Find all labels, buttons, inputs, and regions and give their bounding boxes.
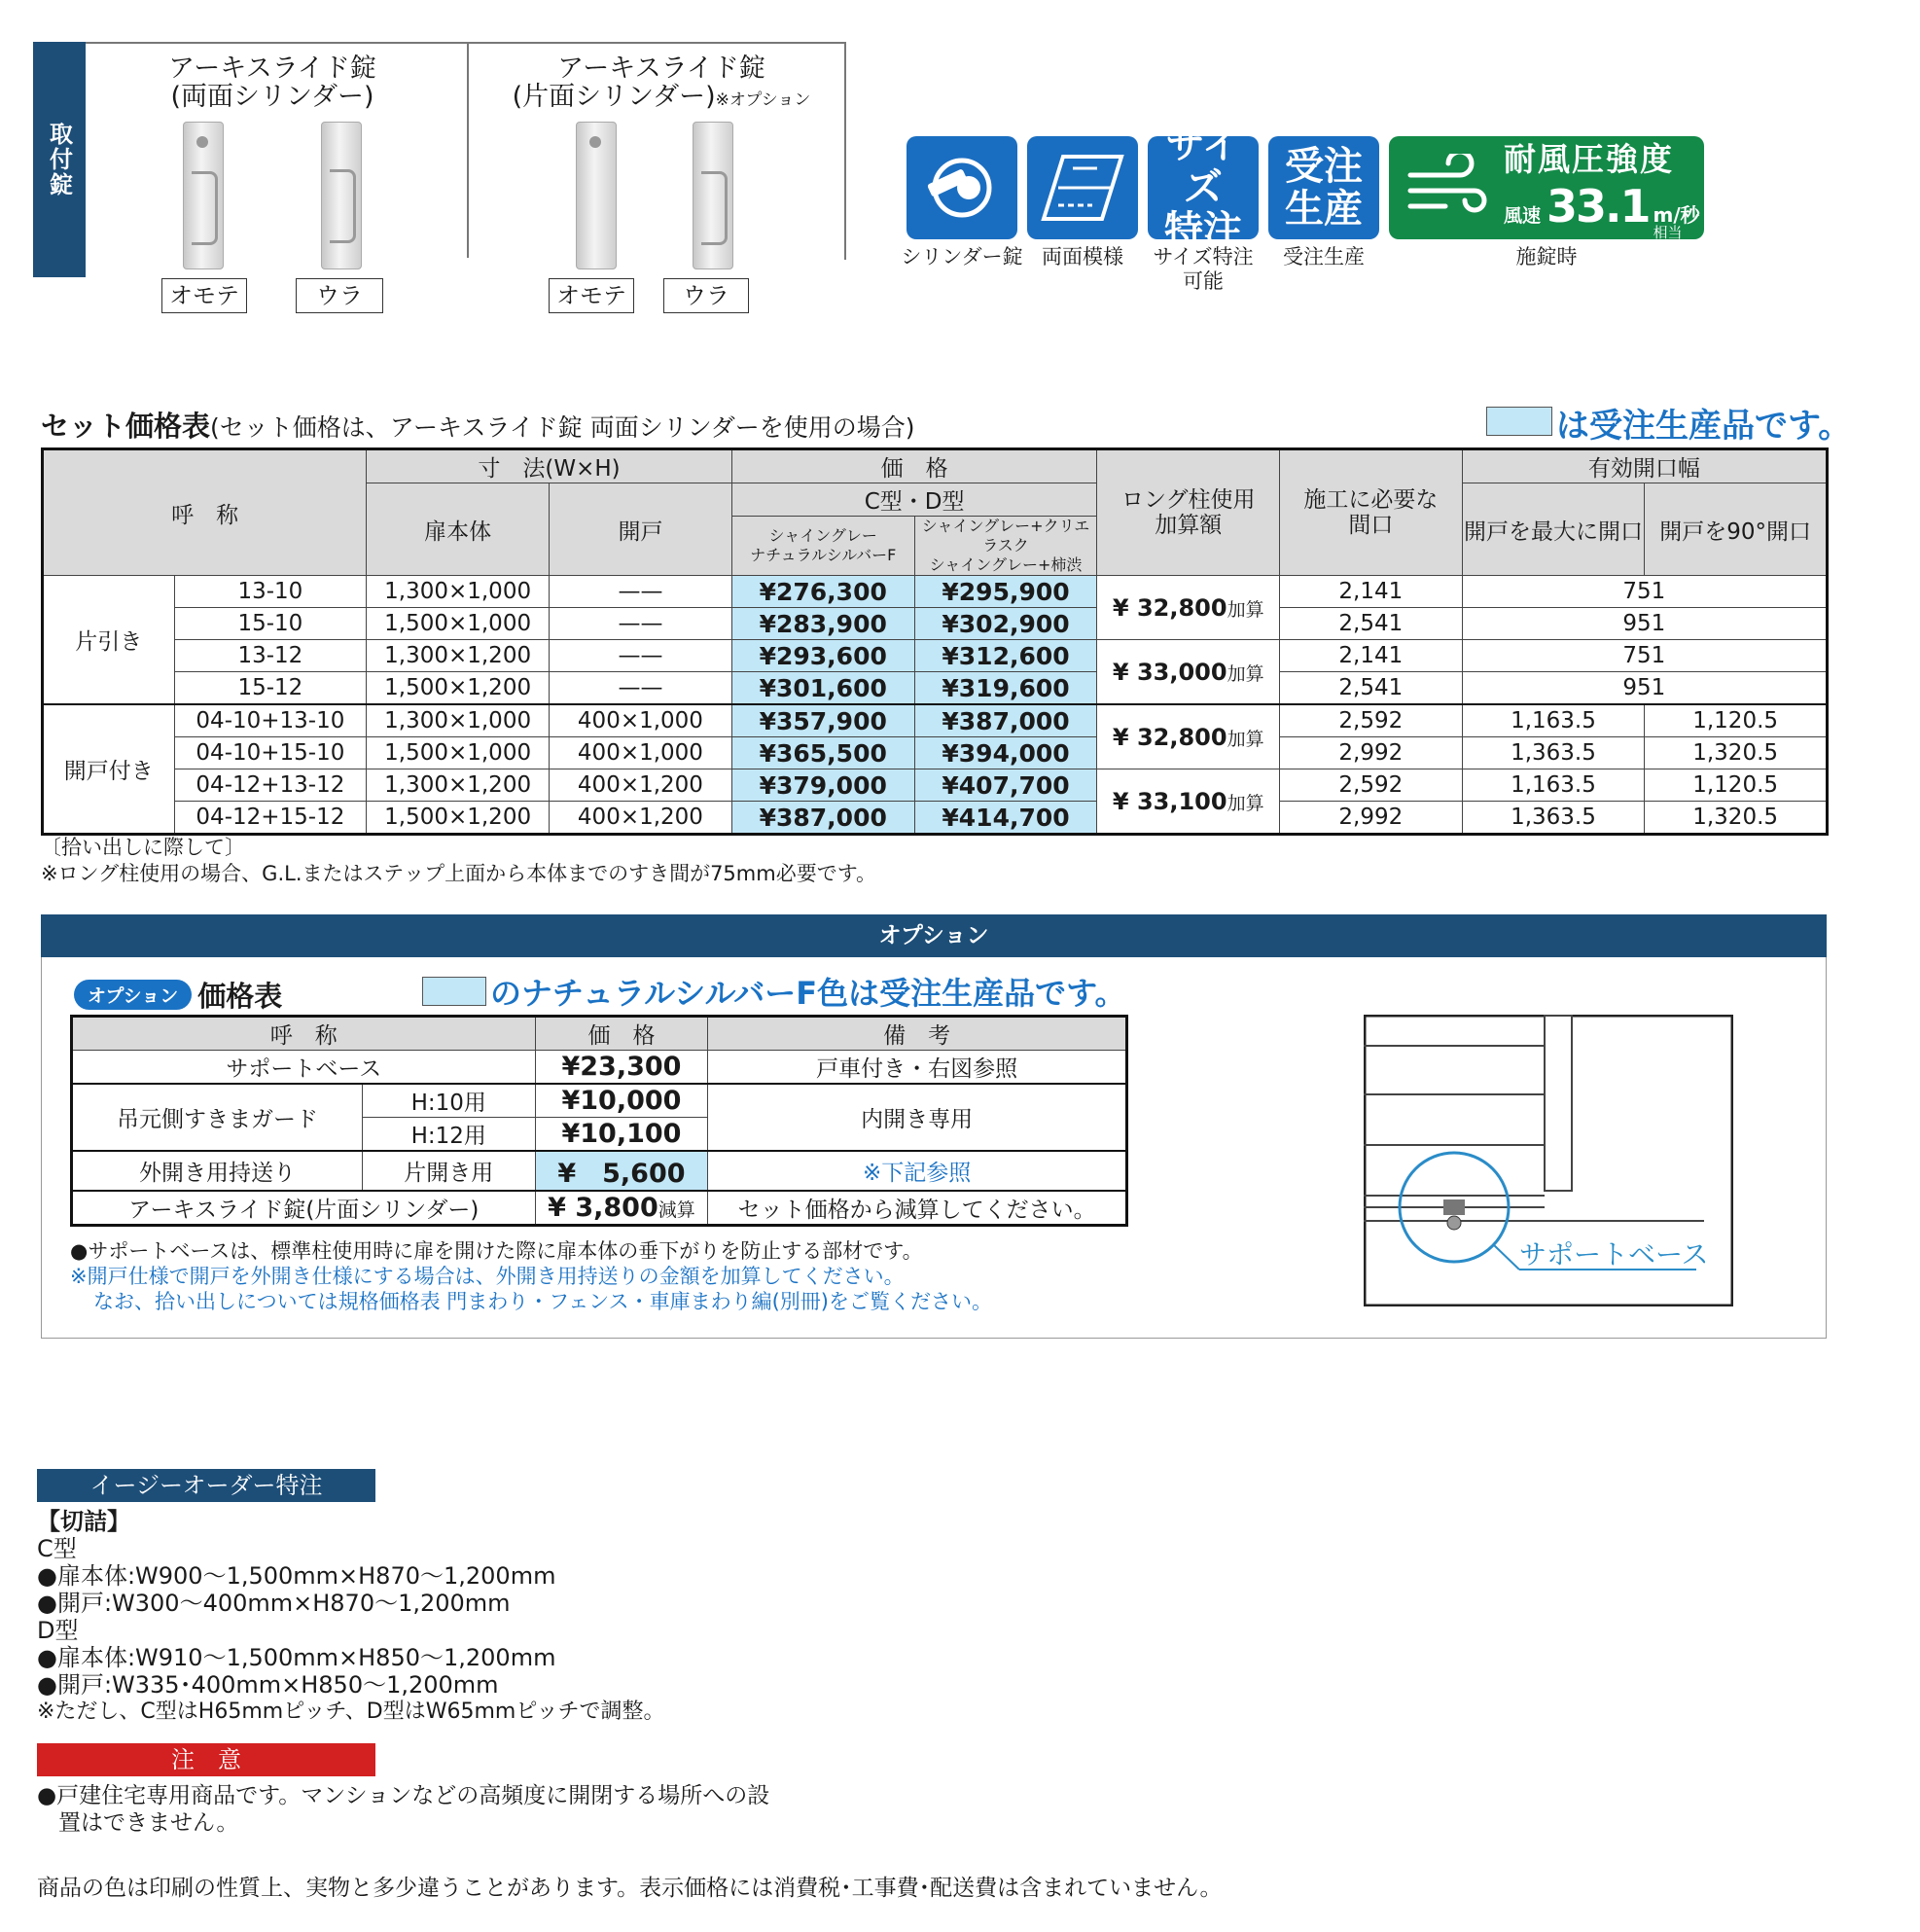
table-cell: 1,300×1,000 [367, 704, 550, 737]
opt-th-remark: 備 考 [708, 1017, 1127, 1051]
th-max-open: 開戸を最大に開口 [1462, 483, 1645, 576]
table-cell: 2,992 [1280, 802, 1463, 835]
table-cell: 751 [1462, 640, 1827, 672]
price-cell: ¥357,900 [731, 704, 914, 737]
table-cell: 2,992 [1280, 737, 1463, 769]
table-cell: 04-10+13-10 [174, 704, 367, 737]
made-to-order-icon [1268, 136, 1379, 239]
price-cell: ¥23,300 [535, 1051, 708, 1085]
wind-text-block [1504, 134, 1700, 241]
lock1-front-tag: オモテ [161, 278, 247, 313]
wind-speed-unit: m/秒 [1653, 203, 1700, 227]
table-cell: 2,141 [1280, 576, 1463, 608]
th-name: 呼 称 [43, 449, 367, 576]
price-cell: ¥365,500 [731, 737, 914, 769]
opt-th-name: 呼 称 [72, 1017, 536, 1051]
wind-speed-unit-note: 相当 [1653, 224, 1683, 241]
add-value: ¥ 32,800 [1112, 723, 1227, 751]
th-color-a: シャイングレー ナチュラルシルバーF [731, 517, 914, 576]
long-post-add-cell [1097, 769, 1280, 835]
note-line: ※開戸仕様で開戸を外開き仕様にする場合は、外開き用持送りの金額を加算してください。 [70, 1265, 905, 1288]
custom-size-icon-text: サイズ 特注 [1164, 123, 1242, 253]
table-cell: 400×1,200 [550, 802, 732, 835]
wind-icon [1406, 154, 1492, 222]
add-unit: 加算 [1227, 728, 1264, 750]
table-cell: 1,120.5 [1645, 704, 1828, 737]
mounting-lock-tab: 取付錠 [33, 42, 86, 277]
table-cell: 1,363.5 [1462, 737, 1645, 769]
price-value: ¥ 3,800 [548, 1193, 658, 1223]
price-unit: 減算 [658, 1199, 695, 1221]
option-legend: のナチュラルシルバーF色は受注生産品です。 [490, 975, 1126, 1012]
table-cell: 04-10+15-10 [174, 737, 367, 769]
option-pill: オプション [74, 980, 192, 1010]
feature-made-to-order-label: 受注生産 [1283, 245, 1365, 268]
lock2-title-block [506, 54, 817, 115]
set-table-title: セット価格表 [41, 410, 211, 443]
note-line: 〔拾い出しに際して〕 [41, 836, 245, 859]
table-cell: 400×1,000 [550, 704, 732, 737]
caution-body [37, 1782, 769, 1837]
lock2-front-tag: オモテ [549, 278, 634, 313]
c-line: ●扉本体:W900〜1,500mm×H870〜1,200mm [37, 1562, 556, 1590]
price-cell [535, 1191, 708, 1226]
table-cell: 13-10 [174, 576, 367, 608]
lock1-front-image [183, 122, 224, 269]
table-cell: 内開き専用 [708, 1084, 1127, 1151]
th-price: 価 格 [731, 449, 1097, 483]
th-effective: 有効開口幅 [1462, 449, 1827, 483]
table-cell: 15-10 [174, 608, 367, 640]
table-cell: 1,500×1,200 [367, 672, 550, 705]
support-base-diagram [1364, 1015, 1733, 1306]
price-cell: ¥394,000 [914, 737, 1097, 769]
price-cell: ¥10,000 [535, 1084, 708, 1118]
price-cell: ¥319,600 [914, 672, 1097, 705]
table-cell: 1,363.5 [1462, 802, 1645, 835]
lock1-subtitle: (両面シリンダー) [170, 82, 374, 112]
table-cell: 951 [1462, 672, 1827, 705]
table-cell: 2,141 [1280, 640, 1463, 672]
table-cell: 1,320.5 [1645, 737, 1828, 769]
price-cell: ¥295,900 [914, 576, 1097, 608]
table-cell: サポートベース [72, 1051, 536, 1085]
price-cell: ¥387,000 [731, 802, 914, 835]
price-cell: ¥293,600 [731, 640, 914, 672]
table-cell: 13-12 [174, 640, 367, 672]
made-to-order-swatch [1486, 407, 1552, 436]
price-cell: ¥312,600 [914, 640, 1097, 672]
feature-wind-label: 施錠時 [1515, 245, 1578, 268]
c-line: ●開戸:W300〜400mm×H870〜1,200mm [37, 1590, 511, 1617]
easy-order-title: 【切詰】 [37, 1508, 130, 1535]
table-cell: —— [550, 672, 732, 705]
lock2-back-tag: ウラ [663, 278, 749, 313]
table-cell: 1,163.5 [1462, 769, 1645, 802]
lock2-title: アーキスライド錠 [557, 54, 765, 84]
table-cell: 951 [1462, 608, 1827, 640]
price-cell: ¥407,700 [914, 769, 1097, 802]
table-cell: 400×1,200 [550, 769, 732, 802]
option-title-block [74, 975, 282, 1015]
set-table-legend: は受注生産品です。 [1556, 407, 1852, 446]
price-cell: ¥283,900 [731, 608, 914, 640]
table-cell: 2,592 [1280, 704, 1463, 737]
diagram-label: サポートベース [1519, 1238, 1709, 1270]
wind-speed-value: 33.1 [1547, 180, 1650, 233]
th-type: C型・D型 [731, 483, 1097, 517]
custom-size-icon [1148, 123, 1259, 253]
c-type-label: C型 [37, 1535, 77, 1562]
add-value: ¥ 33,000 [1112, 658, 1227, 686]
table-cell: 1,300×1,000 [367, 576, 550, 608]
th-opening: 施工に必要な 間口 [1280, 449, 1463, 576]
group-name-with-door: 開戸付き [43, 704, 175, 835]
table-cell: 1,120.5 [1645, 769, 1828, 802]
table-cell: 400×1,000 [550, 737, 732, 769]
note-line: ●サポートベースは、標準柱使用時に扉を開けた際に扉本体の垂下がりを防止する部材です。 [70, 1239, 923, 1263]
long-post-add-cell [1097, 640, 1280, 705]
th-open90: 開戸を90°開口 [1645, 483, 1828, 576]
lock1-back-tag: ウラ [296, 278, 383, 313]
th-sub-door: 開戸 [550, 483, 732, 576]
option-title: 価格表 [197, 980, 283, 1013]
caution-header: 注 意 [37, 1743, 375, 1776]
add-unit: 加算 [1227, 598, 1264, 621]
lock2-back-image [693, 122, 733, 269]
table-cell: ※下記参照 [708, 1151, 1127, 1191]
table-cell: 2,541 [1280, 672, 1463, 705]
th-color-b: シャイングレー+クリエラスク シャイングレー+柿渋 [914, 517, 1097, 576]
lock1-title-block [146, 54, 399, 111]
d-line: ●扉本体:W910〜1,500mm×H850〜1,200mm [37, 1644, 556, 1671]
table-cell: 外開き用持送り [72, 1151, 363, 1191]
opt-th-price: 価 格 [535, 1017, 708, 1051]
long-post-add-cell [1097, 704, 1280, 769]
lock-divider [467, 44, 469, 258]
price-cell: ¥414,700 [914, 802, 1097, 835]
feature-cylinder-label: シリンダー錠 [901, 245, 1023, 268]
table-cell: —— [550, 576, 732, 608]
footer-disclaimer: 商品の色は印刷の性質上、実物と多少違うことがあります。表示価格には消費税･工事費･配送費は含まれていません。 [37, 1876, 1223, 1901]
table-cell: 1,500×1,000 [367, 737, 550, 769]
table-cell: 1,163.5 [1462, 704, 1645, 737]
group-name-sliding: 片引き [43, 576, 175, 705]
wind-resistance-icon [1389, 136, 1704, 239]
table-cell: 04-12+15-12 [174, 802, 367, 835]
table-cell: 1,500×1,200 [367, 802, 550, 835]
set-table-subtitle: (セット価格は、アーキスライド錠 両面シリンダーを使用の場合) [210, 413, 915, 442]
set-table-title-block [41, 405, 914, 445]
add-unit: 加算 [1227, 662, 1264, 685]
easy-order-note: ※ただし、C型はH65mmピッチ、D型はW65mmピッチで調整。 [37, 1699, 665, 1724]
made-to-order-icon-text: 受注 生産 [1285, 144, 1363, 232]
lock2-subtitle: (片面シリンダー) [512, 82, 716, 112]
price-cell: ¥ 5,600 [535, 1151, 708, 1191]
table-cell: 片開き用 [363, 1151, 536, 1191]
price-cell: ¥10,100 [535, 1118, 708, 1152]
table-cell: 1,300×1,200 [367, 640, 550, 672]
table-cell: 吊元側すきまガード [72, 1084, 363, 1151]
th-door: 扉本体 [367, 483, 550, 576]
price-cell: ¥301,600 [731, 672, 914, 705]
table-cell: H:10用 [363, 1084, 536, 1118]
table-cell: 2,541 [1280, 608, 1463, 640]
price-cell: ¥379,000 [731, 769, 914, 802]
lock2-option-note: ※オプション [715, 90, 811, 110]
table-cell: —— [550, 640, 732, 672]
option-price-table [70, 1015, 1128, 1227]
add-unit: 加算 [1227, 792, 1264, 814]
option-notes [70, 1238, 992, 1314]
price-cell: ¥387,000 [914, 704, 1097, 737]
set-table-notes [41, 835, 876, 887]
feature-pattern-label: 両面模様 [1042, 245, 1123, 268]
table-cell: 04-12+13-12 [174, 769, 367, 802]
add-value: ¥ 32,800 [1112, 593, 1227, 622]
easy-order-header: イージーオーダー特注 [37, 1469, 375, 1502]
table-cell: H:12用 [363, 1118, 536, 1152]
lock1-title: アーキスライド錠 [168, 54, 376, 84]
wind-title: 耐風圧強度 [1504, 140, 1674, 178]
table-cell: 1,500×1,000 [367, 608, 550, 640]
th-long-post: ロング柱使用 加算額 [1097, 449, 1280, 576]
price-cell: ¥302,900 [914, 608, 1097, 640]
option-swatch [422, 977, 486, 1006]
easy-order-body [37, 1508, 664, 1726]
long-post-add-cell [1097, 576, 1280, 640]
cylinder-lock-icon [907, 136, 1017, 239]
d-line: ●開戸:W335･400mm×H850〜1,200mm [37, 1671, 499, 1699]
table-cell: 15-12 [174, 672, 367, 705]
set-price-table [41, 447, 1829, 836]
note-line: なお、拾い出しについては規格価格表 門まわり・フェンス・車庫まわり編(別冊)をご覧ください。 [93, 1290, 992, 1313]
caution-line: ●戸建住宅専用商品です。マンションなどの高頻度に開閉する場所への設 [37, 1783, 770, 1808]
table-cell: —— [550, 608, 732, 640]
wind-speed-label: 風速 [1504, 205, 1542, 227]
add-value: ¥ 33,100 [1112, 787, 1227, 815]
table-cell: セット価格から減算してください。 [708, 1191, 1127, 1226]
table-cell: 戸車付き・右図参照 [708, 1051, 1127, 1085]
table-cell: 1,300×1,200 [367, 769, 550, 802]
lock2-front-image [576, 122, 617, 269]
table-cell: アーキスライド錠(片面シリンダー) [72, 1191, 536, 1226]
th-dims: 寸 法(W×H) [367, 449, 732, 483]
table-cell: 2,592 [1280, 769, 1463, 802]
table-cell: 751 [1462, 576, 1827, 608]
price-cell: ¥276,300 [731, 576, 914, 608]
lock1-back-image [321, 122, 362, 269]
table-cell: 1,320.5 [1645, 802, 1828, 835]
feature-custom-size-label: サイズ特注 可能 [1153, 245, 1254, 293]
note-line: ※ロング柱使用の場合、G.L.またはステップ上面から本体までのすき間が75mm必要です。 [41, 862, 877, 885]
double-sided-pattern-icon [1027, 136, 1138, 239]
caution-line: 置はできません。 [58, 1810, 239, 1836]
option-header-bar: オプション [41, 914, 1827, 957]
d-type-label: D型 [37, 1617, 79, 1644]
